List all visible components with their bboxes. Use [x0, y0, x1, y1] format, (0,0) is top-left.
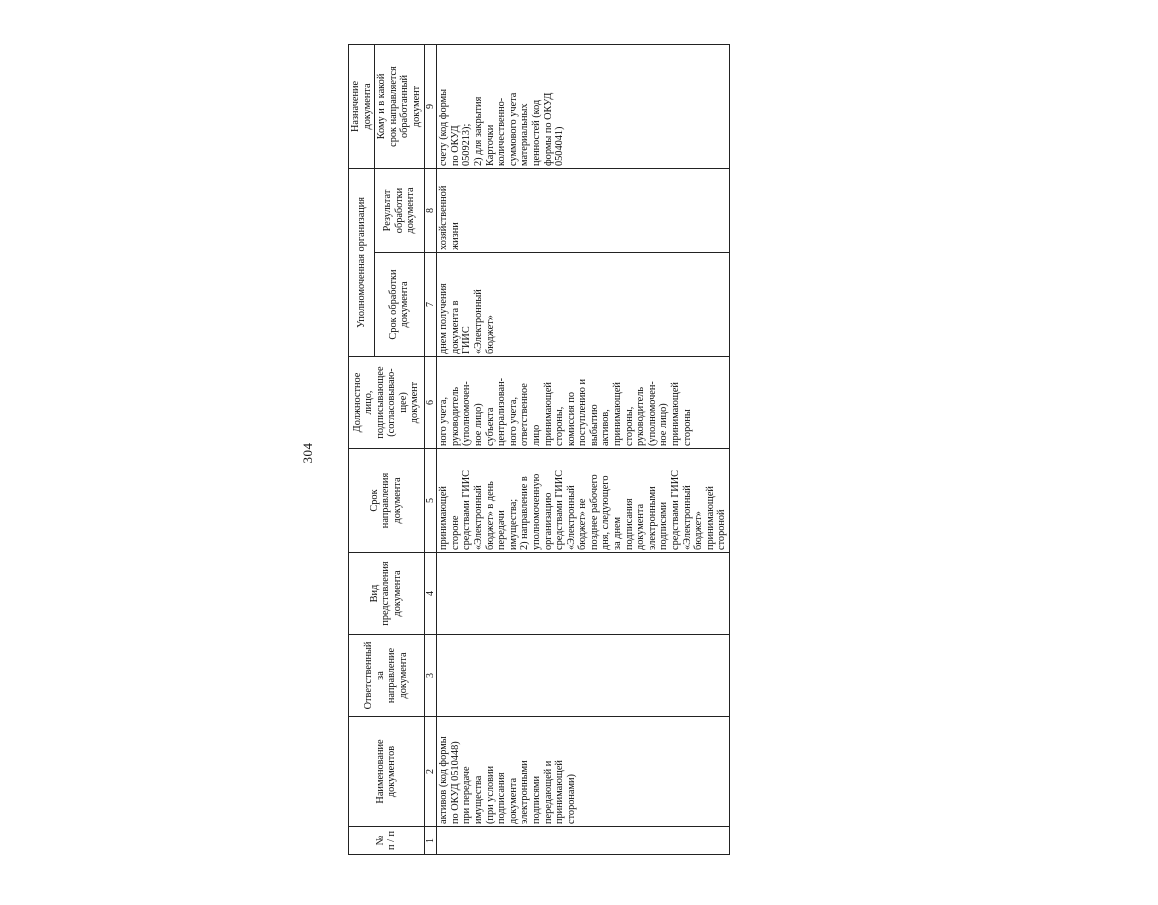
cell-signer: ного учета, руководитель (уполномочен- ное лицо) субъекта централизован- ного учета, ответственное лицо принимающей стороны, комиссия по поступлению и выбытию активов, принимающей стороны, руководитель (уполномочен- ное лицо) принимающей стороны [437, 357, 730, 449]
column-number: 3 [424, 635, 437, 717]
header-signer: Должностное лицо, подписывающее (согласовываю- щее) документ [349, 357, 425, 449]
header-doc-name: Наименование документов [349, 717, 425, 827]
column-number: 1 [424, 827, 437, 855]
header-row-1 [349, 44, 375, 854]
cell-num [437, 827, 730, 855]
header-authorized-org: Уполномоченная организация [349, 168, 375, 356]
header-num: № п / п [349, 827, 425, 855]
header-purpose: Назначение документа [349, 44, 375, 168]
cell-processing-term: днем получения документа в ГИИС «Электронный бюджет» [437, 253, 730, 357]
header-processing-term: Срок обработки документа [375, 253, 424, 357]
column-number: 7 [424, 253, 437, 357]
header-recipient: Кому и в какой срок направляется обработанный документ [375, 44, 424, 168]
cell-form-type [437, 553, 730, 635]
page-number: 304 [300, 442, 315, 464]
cell-doc-name: активов (код формы по ОКУД 0510448) при передаче имущества (при условии подписания документа электронными подписями передающей и принимающей сторонами) [437, 717, 730, 827]
column-number: 6 [424, 357, 437, 449]
column-number-row [424, 44, 437, 854]
column-number: 8 [424, 168, 437, 252]
header-deadline: Срок направления документа [349, 449, 425, 553]
column-number: 2 [424, 717, 437, 827]
cell-recipient: счету (код формы по ОКУД 0509213); 2) для закрытия Карточки количественно- суммового учета материальных ценностей (код формы по ОКУД 0504041) [437, 44, 730, 168]
header-form-type: Вид представления документа [349, 553, 425, 635]
document-table [348, 44, 730, 855]
column-number: 5 [424, 449, 437, 553]
cell-deadline: принимающей стороне средствами ГИИС «Электронный бюджет» в день передачи имущества; 2) направление в уполномоченную организацию средствами ГИИС «Электронный бюджет» не позднее рабочего дня, следующего за днем подписания документа электронными подписями средствами ГИИС «Электронный бюджет» принимающей стороной [437, 449, 730, 553]
column-number: 4 [424, 553, 437, 635]
rotated-table-wrapper [348, 45, 1158, 851]
column-number: 9 [424, 44, 437, 168]
cell-responsible [437, 635, 730, 717]
table-row [437, 44, 730, 854]
header-responsible: Ответственный за направление документа [349, 635, 425, 717]
header-processing-result: Результат обработки документа [375, 168, 424, 252]
cell-processing-result: хозяйственной жизни [437, 168, 730, 252]
